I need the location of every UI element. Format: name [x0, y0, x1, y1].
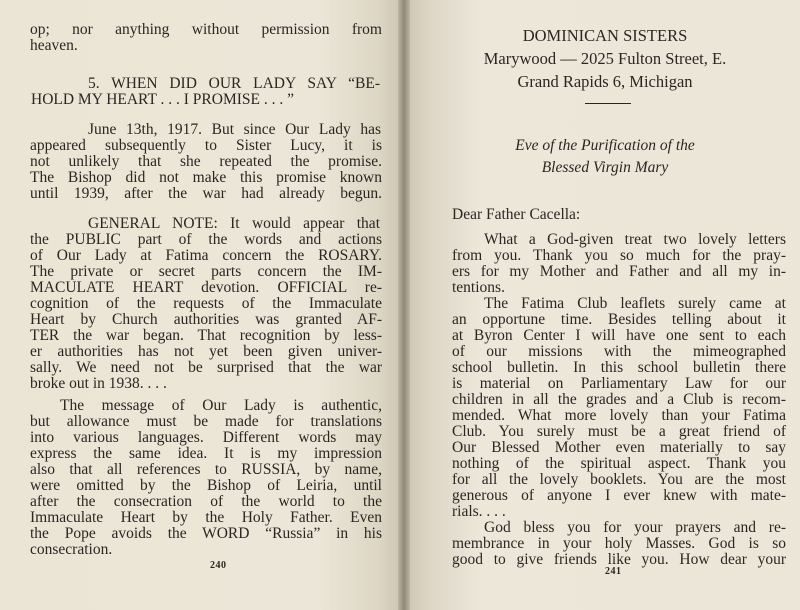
- text-line: of our missions with the mimeographed: [452, 343, 786, 360]
- text-line: ers for my Mother and Father and all my in-: [452, 263, 786, 280]
- text-line: but allowance must be made for translations: [30, 413, 382, 430]
- text-line: not unlikely that she repeated the promise.: [30, 153, 382, 170]
- text-line: good to give friends like you. How dear your: [452, 551, 786, 568]
- text-line: after the consecration of the world to the: [30, 493, 382, 510]
- text-line: children in all the grades and a Club is recom-: [452, 391, 786, 408]
- text-line: sally. We need not be surprised that the war: [30, 359, 382, 376]
- text-line: school bulletin. In this school bulletin there: [452, 359, 786, 376]
- text-line: The Fatima Club leaflets surely came at: [484, 295, 786, 312]
- text-line: at Byron Center I will have one sent to each: [452, 327, 786, 344]
- text-line: nothing of the spiritual aspect. Thank you: [452, 455, 786, 472]
- text-line: Heart by Church authorities was granted AF-: [30, 311, 382, 328]
- text-line: tentions.: [452, 279, 505, 296]
- text-line: What a God-given treat two lovely letters: [484, 231, 786, 248]
- letterhead-name: DOMINICAN SISTERS: [522, 26, 688, 45]
- dateline-2: Blessed Virgin Mary: [541, 159, 669, 176]
- text-line: God bless you for your prayers and re-: [484, 519, 786, 536]
- text-line: were omitted by the Bishop of Leiria, until: [30, 477, 382, 494]
- text-line: appeared subsequently to Sister Lucy, it is: [30, 137, 382, 154]
- text-line: GENERAL NOTE: It would appear that: [88, 215, 380, 232]
- text-line: The message of Our Lady is authentic,: [60, 397, 382, 414]
- dateline-1: Eve of the Purification of the: [515, 137, 695, 154]
- text-line: also that all references to RUSSIA, by name,: [30, 461, 382, 478]
- letterhead-city: Grand Rapids 6, Michigan: [517, 72, 693, 91]
- text-line: generous of anyone I ever knew with mate-: [452, 487, 786, 504]
- text-line: is material on Parliamentary Law for our: [452, 375, 786, 392]
- text-line: MACULATE HEART devotion. OFFICIAL re-: [30, 279, 382, 296]
- book-gutter: [398, 0, 410, 610]
- text-line: until 1939, after the war had already begun.: [30, 185, 382, 202]
- text-line: The private or secret parts concern the IM-: [30, 263, 382, 280]
- text-line: op; nor anything without permission from: [30, 21, 382, 38]
- text-line: the Pope avoids the WORD “Russia” in his: [30, 525, 382, 542]
- text-line: an opportune time. Besides telling about it: [452, 311, 786, 328]
- text-line: June 13th, 1917. But since Our Lady has: [88, 121, 381, 138]
- page-number: 241: [605, 566, 622, 577]
- text-line: broke out in 1938. . . .: [30, 375, 167, 392]
- text-line: TER the war began. That recognition by less-: [30, 327, 382, 344]
- right-page: [410, 0, 800, 610]
- text-line: from you. Thank you so much for the pray-: [452, 247, 786, 264]
- text-line: express the same idea. It is my impression: [30, 445, 382, 462]
- text-line: mended. What more lovely than your Fatima: [452, 407, 786, 424]
- page-number: 240: [210, 560, 227, 571]
- text-line: er authorities has not yet been given univer-: [30, 343, 382, 360]
- salutation: Dear Father Cacella:: [452, 206, 581, 223]
- text-line: heaven.: [30, 37, 78, 54]
- letterhead-address: Marywood — 2025 Fulton Street, E.: [483, 49, 727, 68]
- text-line: Immaculate Heart by the Holy Father. Even: [30, 509, 382, 526]
- left-page: [0, 0, 398, 610]
- text-line: consecration.: [30, 541, 113, 558]
- text-line: rials. . . .: [452, 503, 506, 520]
- text-line: membrance in your holy Masses. God is so: [452, 535, 786, 552]
- text-line: Our Blessed Mother even materially to say: [452, 439, 786, 456]
- text-line: for all the lovely booklets. You are the most: [452, 471, 786, 488]
- text-line: HOLD MY HEART . . . I PROMISE . . . ”: [31, 91, 295, 108]
- text-line: into various languages. Different words may: [30, 429, 382, 446]
- text-line: cognition of the requests of the Immaculate: [30, 295, 382, 312]
- text-line: of Our Lady at Fatima concern the ROSARY.: [30, 247, 382, 264]
- text-line: 5. WHEN DID OUR LADY SAY “BE-: [88, 75, 380, 92]
- text-line: the PUBLIC part of the words and actions: [30, 231, 382, 248]
- text-line: Club. You surely must be a great friend of: [452, 423, 786, 440]
- header-divider: [585, 103, 631, 104]
- text-line: The Bishop did not make this promise known: [30, 169, 382, 186]
